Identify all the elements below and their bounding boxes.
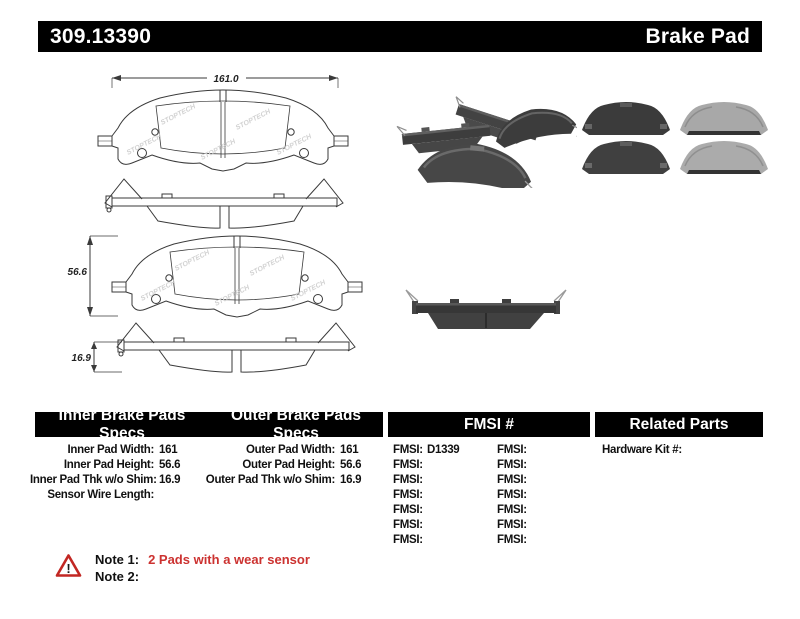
spec-row xyxy=(205,458,361,473)
fmsi-row xyxy=(393,443,459,458)
pad-back-photo xyxy=(582,102,670,135)
spec-label: Inner Pad Height: xyxy=(63,459,154,471)
related-parts-header: Related Parts xyxy=(629,415,729,433)
spec-label: Outer Pad Height: xyxy=(242,459,335,471)
pad-side-view-drawing-2 xyxy=(72,323,355,372)
spec-row xyxy=(205,443,361,458)
fmsi-column-2 xyxy=(497,443,531,548)
spec-label: Outer Pad Thk w/o Shim: xyxy=(205,474,335,486)
related-label: Hardware Kit #: xyxy=(602,444,682,456)
fmsi-row xyxy=(497,518,531,533)
spec-value: 161 xyxy=(159,444,178,456)
note-2-label: Note 2: xyxy=(95,569,140,584)
thickness-dimension-label: 16.9 xyxy=(71,353,91,364)
fmsi-row xyxy=(393,533,459,548)
spec-value: 56.6 xyxy=(340,459,362,471)
svg-text:!: ! xyxy=(66,561,71,576)
fmsi-label: FMSI: xyxy=(393,489,423,501)
fmsi-label: FMSI: xyxy=(393,444,423,456)
fmsi-label: FMSI: xyxy=(393,519,423,531)
stoptech-watermark: STOPTECH xyxy=(125,133,163,157)
pads-photo-grid xyxy=(582,100,768,176)
pad-photo-item xyxy=(491,100,577,154)
spec-value: 16.9 xyxy=(159,474,181,486)
title-bar xyxy=(38,21,762,52)
related-parts-column xyxy=(602,444,682,456)
stoptech-watermark: STOPTECH xyxy=(275,133,313,157)
fmsi-row xyxy=(393,458,459,473)
fmsi-label: FMSI: xyxy=(393,474,423,486)
outer-specs-column xyxy=(205,443,361,488)
height-dimension-label: 56.6 xyxy=(67,267,87,278)
fmsi-label: FMSI: xyxy=(497,444,527,456)
pad-side-view-drawing xyxy=(105,179,343,228)
stoptech-watermark: STOPTECH xyxy=(213,284,251,308)
product-type: Brake Pad xyxy=(645,24,750,48)
pad-front-view-drawing xyxy=(98,74,348,171)
related-parts-header-bar xyxy=(595,412,763,437)
spec-row xyxy=(30,473,180,488)
pad-front-photo xyxy=(680,102,768,135)
spec-label: Inner Pad Width: xyxy=(67,444,154,456)
pad-front-photo xyxy=(680,141,768,174)
fmsi-label: FMSI: xyxy=(497,504,527,516)
spec-row xyxy=(30,458,180,473)
pad-photo-side xyxy=(398,276,574,336)
pads-photo-angled xyxy=(393,96,577,188)
fmsi-row xyxy=(497,458,531,473)
outer-specs-header: Outer Brake Pads Specs xyxy=(230,406,362,442)
spec-label: Sensor Wire Length: xyxy=(47,489,154,501)
fmsi-label: FMSI: xyxy=(497,489,527,501)
warning-triangle-icon xyxy=(55,553,82,578)
inner-specs-header: Inner Brake Pads Specs xyxy=(58,406,186,442)
fmsi-label: FMSI: xyxy=(393,504,423,516)
fmsi-row xyxy=(393,503,459,518)
spec-row xyxy=(205,473,361,488)
fmsi-row xyxy=(497,533,531,548)
fmsi-header-bar xyxy=(388,412,590,437)
technical-drawing xyxy=(50,70,390,382)
fmsi-row xyxy=(497,443,531,458)
stoptech-watermark: STOPTECH xyxy=(199,138,237,162)
part-number: 309.13390 xyxy=(50,24,152,48)
fmsi-label: FMSI: xyxy=(393,459,423,471)
fmsi-label: FMSI: xyxy=(497,474,527,486)
width-dimension-label: 161.0 xyxy=(213,74,239,85)
fmsi-label: FMSI: xyxy=(497,534,527,546)
fmsi-row xyxy=(393,473,459,488)
fmsi-row xyxy=(497,473,531,488)
fmsi-row xyxy=(393,488,459,503)
stoptech-watermark: STOPTECH xyxy=(289,279,327,303)
fmsi-label: FMSI: xyxy=(497,459,527,471)
spec-label: Inner Pad Thk w/o Shim: xyxy=(30,474,157,486)
stoptech-watermark: STOPTECH xyxy=(159,103,197,127)
note-1-text: 2 Pads with a wear sensor xyxy=(148,552,310,567)
fmsi-label: FMSI: xyxy=(497,519,527,531)
note-2 xyxy=(95,569,148,584)
fmsi-value: D1339 xyxy=(427,444,460,456)
inner-specs-column xyxy=(30,443,180,503)
spec-row xyxy=(30,488,180,503)
fmsi-row xyxy=(497,503,531,518)
spec-value: 56.6 xyxy=(159,459,181,471)
stoptech-watermark: STOPTECH xyxy=(248,254,286,278)
note-1-label: Note 1: xyxy=(95,552,140,567)
fmsi-column-1 xyxy=(393,443,459,548)
related-row xyxy=(602,444,682,456)
stoptech-watermark: STOPTECH xyxy=(173,249,211,273)
pad-front-view-drawing-2 xyxy=(68,236,362,317)
fmsi-label: FMSI: xyxy=(393,534,423,546)
spec-value: 161 xyxy=(340,444,359,456)
spec-value: 16.9 xyxy=(340,474,362,486)
fmsi-header: FMSI # xyxy=(464,415,514,433)
spec-label: Outer Pad Width: xyxy=(245,444,335,456)
pad-back-photo xyxy=(582,141,670,174)
note-1 xyxy=(95,552,310,567)
stoptech-watermark: STOPTECH xyxy=(234,108,272,132)
spec-row xyxy=(30,443,180,458)
fmsi-row xyxy=(497,488,531,503)
specs-header-bar xyxy=(35,406,383,442)
stoptech-watermark: STOPTECH xyxy=(139,279,177,303)
fmsi-row xyxy=(393,518,459,533)
